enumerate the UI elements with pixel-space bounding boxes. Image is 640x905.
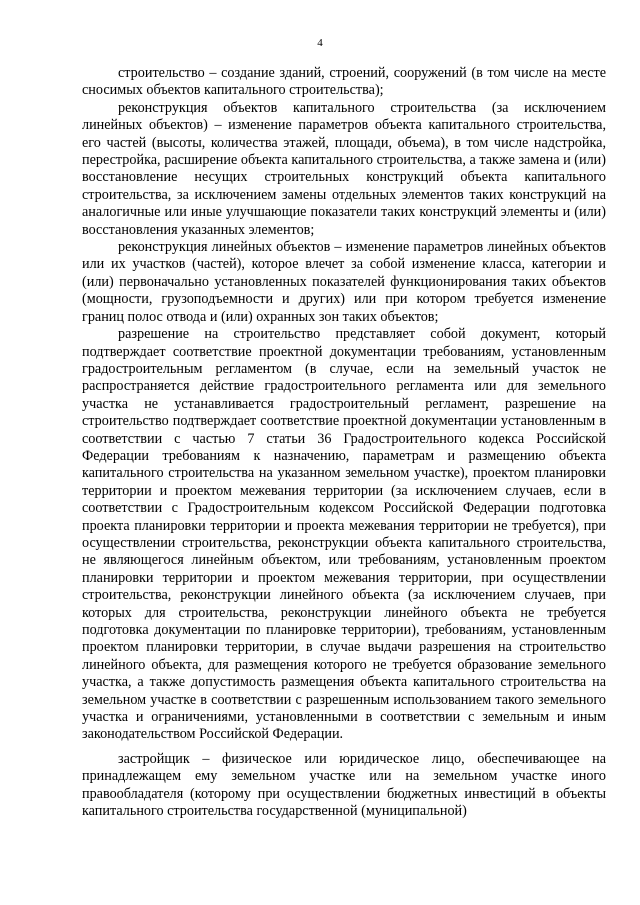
paragraph-linear-reconstruction-definition: реконструкция линейных объектов – изменение параметров линейных объектов или их участков (частей), которое влечет за собой изменение класса, категории и (или) первоначально установленных показателей функционирования таких объектов (мощности, грузоподъемности и других) или при котором требуется изменение границ полос отвода и (или) охранных зон таких объектов; (82, 239, 606, 325)
paragraph-developer-definition: застройщик – физическое или юридическое лицо, обеспечивающее на принадлежащем ему земельном участке или на земельном участке иного правообладателя (которому при осуществлении бюджетных инвестиций в объекты капитального строительства государственной (муниципальной) (82, 750, 606, 820)
document-body (82, 65, 606, 820)
page-number: 4 (317, 37, 323, 49)
paragraph-reconstruction-definition: реконструкция объектов капитального строительства (за исключением линейных объектов) – изменение параметров объекта капитального строительства, его частей (высоты, количества этажей, площади, объема), в том числе надстройка, перестройка, расширение объекта капитального строительства, а также замена и (или) восстановление несущих строительных конструкций объекта капитального строительства, за исключением замены отдельных элементов таких конструкций на аналогичные или иные улучшающие показатели таких конструкций элементы и (или) восстановления указанных элементов; (82, 99, 606, 238)
paragraph-construction-definition: строительство – создание зданий, строений, сооружений (в том числе на месте сносимых объектов капитального строительства); (82, 65, 606, 99)
paragraph-construction-permit-definition: разрешение на строительство представляет собой документ, который подтверждает соответствие проектной документации требованиям, установленным градостроительным регламентом (в случае, если на земельный участок не распространяется действие градостроительного регламента или для земельного участка не устанавливается градостроительный регламент, разрешение на строительство подтверждает соответствие проектной документации установленным в соответствии с частью 7 статьи 36 Градостроительного кодекса Российской Федерации требованиям к назначению, параметрам и размещению объекта капитального строительства на указанном земельном участке), проектом планировки территории и проектом межевания территории (за исключением случаев, если в соответствии с Градостроительным кодексом Российской Федерации подготовка проекта планировки территории и проекта межевания территории не требуется), при осуществлении строительства, реконструкции объекта капитального строительства, не являющегося линейным объектом, или требованиям, установленным проектом планировки территории и проектом межевания территории, при осуществлении строительства, реконструкции линейного объекта (за исключением случаев, при которых для строительства, реконструкции линейного объекта не требуется подготовка документации по планировке территории), требованиям, установленным проектом планировки территории, в случае выдачи разрешения на строительство линейного объекта, для размещения которого не требуется образование земельного участка, а также допустимость размещения объекта капитального строительства на земельном участке в соответствии с разрешенным использованием такого земельного участка и ограничениями, установленными в соответствии с земельным и иным законодательством Российской Федерации. (82, 326, 606, 743)
